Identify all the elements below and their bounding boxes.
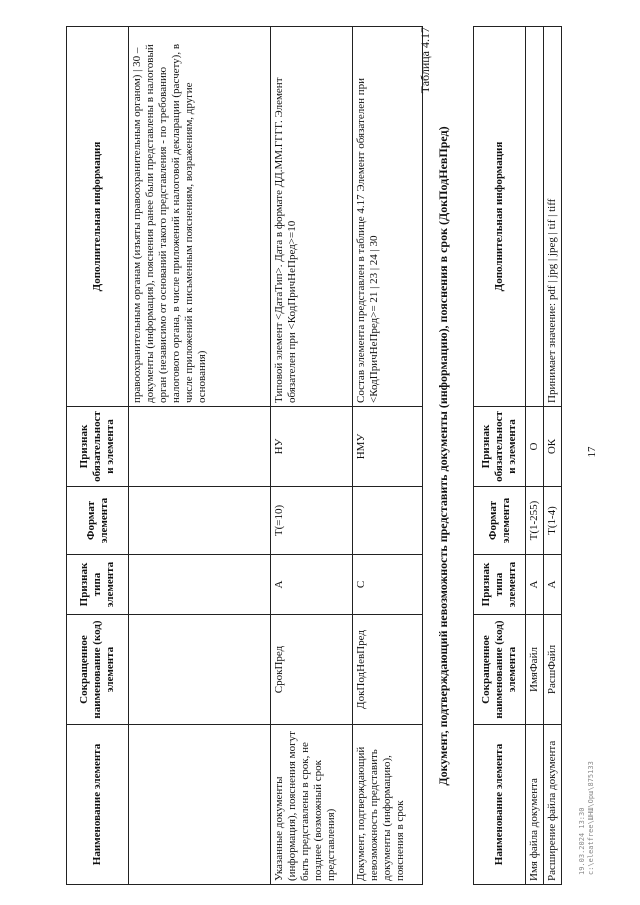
cell-type: С <box>353 555 423 615</box>
cell-format: T(1-255) <box>526 487 544 555</box>
cell-format: T(1-4) <box>544 487 562 555</box>
stamp-path: c:\eleatfree\ШНШ\Орш\875133 <box>587 761 595 875</box>
cell-name <box>129 725 271 885</box>
cell-code: ИмяФайл <box>526 615 544 725</box>
cell-required: НУ <box>271 407 353 487</box>
cell-code: ДокПодНевПред <box>353 615 423 725</box>
cell-type <box>129 555 271 615</box>
cell-required: О <box>526 407 544 487</box>
table-row <box>353 27 423 885</box>
header-code: Сокращенное наименование (код) элемента <box>474 615 526 725</box>
cell-name: Имя файла документа <box>526 725 544 885</box>
cell-code: СрокПред <box>271 615 353 725</box>
cell-type: А <box>526 555 544 615</box>
print-stamp <box>578 761 596 875</box>
elements-table <box>66 26 423 885</box>
cell-format <box>353 487 423 555</box>
cell-name: Документ, подтверждающий невозможность представить документы (информацию), пояснения в срок <box>353 725 423 885</box>
header-format: Формат элемента <box>67 487 129 555</box>
table-row <box>129 27 271 885</box>
cell-type: А <box>544 555 562 615</box>
header-code: Сокращенное наименование (код) элемента <box>67 615 129 725</box>
table-row <box>271 27 353 885</box>
cell-required: НМУ <box>353 407 423 487</box>
header-info: Дополнительная информация <box>67 27 129 407</box>
cell-info: Принимает значение: pdf | jpg | jpeg | tif | tiff <box>544 27 562 407</box>
stamp-date: 19.03.2024 13:30 <box>578 807 586 875</box>
header-name: Наименование элемента <box>67 725 129 885</box>
cell-format: T(=10) <box>271 487 353 555</box>
header-info: Дополнительная информация <box>474 27 526 407</box>
table-title: Документ, подтверждающий невозможность представить документы (информацию), пояснения в срок (ДокПодНевПред) <box>436 126 450 786</box>
cell-format <box>129 487 271 555</box>
cell-code <box>129 615 271 725</box>
header-required: Признак обязательности элемента <box>67 407 129 487</box>
cell-code: РасшФайл <box>544 615 562 725</box>
attachment-table <box>473 26 562 885</box>
cell-name: Расширение файла документа <box>544 725 562 885</box>
header-type: Признак типа элемента <box>67 555 129 615</box>
cell-info: Типовой элемент <ДатаТип>. Дата в формате ДД.ММ.ГГГГ. Элемент обязателен при <КодПричНеПред>=10 <box>271 27 353 407</box>
header-name: Наименование элемента <box>474 725 526 885</box>
header-required: Признак обязательности элемента <box>474 407 526 487</box>
cell-required <box>129 407 271 487</box>
cell-required: ОК <box>544 407 562 487</box>
table-label: Таблица 4.17 <box>418 27 432 94</box>
cell-info: Состав элемента представлен в таблице 4.17 Элемент обязателен при <КодПричНеПред>= 21 | 23 | 24 | 30 <box>353 27 423 407</box>
header-type: Признак типа элемента <box>474 555 526 615</box>
table-row <box>544 27 562 885</box>
table-row <box>526 27 544 885</box>
page-number: 17 <box>586 446 598 458</box>
header-format: Формат элемента <box>474 487 526 555</box>
cell-info: правоохранительным органам (изъяты правоохранительным органом) | 30 – документы (информация), пояснения ранее были представлены в налоговый орган (независимо от оснований такого представления - по требованию налогового органа, в числе приложений к налоговой декларации (расчету), в числе приложений к письменным пояснениям, возражениям, другие основания) <box>129 27 271 407</box>
cell-type: А <box>271 555 353 615</box>
cell-info <box>526 27 544 407</box>
cell-name: Указанные документы (информация), пояснения могут быть представлены в срок, не позднее (возможный срок представления) <box>271 725 353 885</box>
